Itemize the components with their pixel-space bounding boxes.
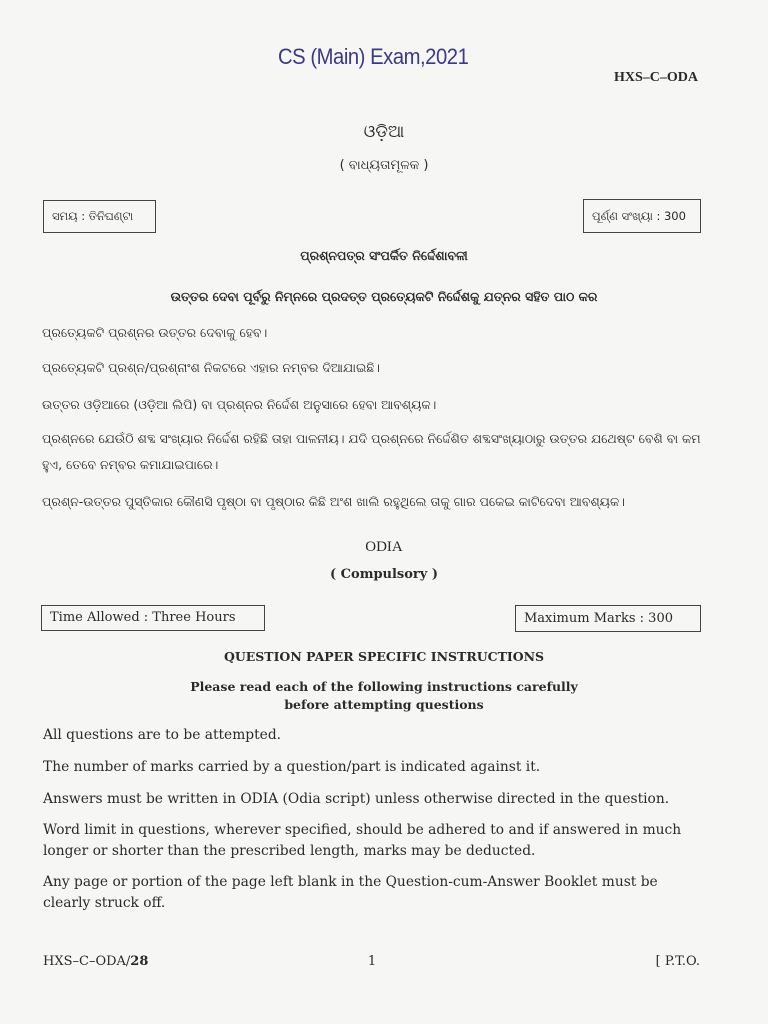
footer-pto: [ P.T.O.: [655, 954, 700, 969]
odia-language-title: ଓଡ଼ିଆ: [363, 122, 405, 142]
english-instruction-1: All questions are to be attempted.: [43, 727, 282, 743]
exam-title: CS (Main) Exam,2021: [278, 44, 469, 69]
paper-code: HXS–C–ODA: [613, 70, 698, 85]
english-marks-box: Maximum Marks : 300: [515, 605, 701, 632]
footer-page-count: 28: [130, 954, 149, 969]
english-language-title: ODIA: [365, 539, 403, 555]
odia-instruction-2: ପ୍ରତ୍ୟେକଟି ପ୍ରଶ୍ନ/ପ୍ରଶ୍ନାଂଶ ନିକଟରେ ଏହାର ନମ୍ବର ଦିଆଯାଇଛି।: [42, 360, 380, 375]
english-instructions-heading: QUESTION PAPER SPECIFIC INSTRUCTIONS: [223, 649, 545, 664]
footer-code: HXS–C–ODA/: [43, 954, 131, 969]
odia-instruction-5: ପ୍ରଶ୍ନ-ଉତ୍ତର ପୁସ୍ତିକାର କୌଣସି ପୃଷ୍ଠା ବା ପୃଷ୍ଠାର କିଛି ଅଂଶ ଖାଲି ରହୁଥିଲେ ତାକୁ ଗାର ପକେଇ କାଟିଦେବା ଆବଶ୍ୟକ।: [42, 494, 625, 509]
english-instruction-2: The number of marks carried by a question/part is indicated against it.: [43, 759, 541, 775]
subheading-line-1: Please read each of the following instructions carefully: [190, 679, 578, 694]
odia-instruction-4: ପ୍ରଶ୍ନରେ ଯେଉଁଠି ଶବ୍ଦ ସଂଖ୍ୟାର ନିର୍ଦ୍ଦେଶ ରହିଛି ତାହା ପାଳନୀୟ। ଯଦି ପ୍ରଶ୍ନରେ ନିର୍ଦ୍ଦେଶିତ ଶବ୍ଦସଂଖ୍ୟାଠାରୁ ଉତ୍ତର ଯଥେଷ୍ଟ ବେଶି ବା କମ ହୁଏ, ତେବେ ନମ୍ବର କମାଯାଇପାରେ।: [42, 431, 701, 472]
odia-time-box: ସମୟ : ତିନିଘଣ୍ଟା: [43, 200, 156, 233]
odia-instruction-1: ପ୍ରତ୍ୟେକଟି ପ୍ରଶ୍ନର ଉତ୍ତର ଦେବାକୁ ହେବ।: [42, 325, 268, 340]
english-instruction-5: Any page or portion of the page left blank in the Question-cum-Answer Booklet must be clearly struck off.: [43, 874, 658, 911]
subheading-line-2: before attempting questions: [284, 697, 484, 712]
english-instructions-subheading: [0, 678, 768, 714]
odia-compulsory-label: ( ବାଧ୍ୟତାମୂଳକ ): [339, 158, 429, 173]
footer-page-number: 1: [367, 954, 377, 969]
english-instruction-3: Answers must be written in ODIA (Odia script) unless otherwise directed in the question.: [43, 791, 670, 807]
english-compulsory-label: ( Compulsory ): [330, 567, 438, 582]
odia-marks-box: ପୂର୍ଣ୍ଣ ସଂଖ୍ୟା : 300: [583, 199, 701, 233]
odia-instructions-heading: ପ୍ରଶ୍ନପତ୍ର ସଂପର୍କିତ ନିର୍ଦ୍ଦେଶାବଳୀ: [300, 248, 468, 263]
english-instruction-4: Word limit in questions, wherever specified, should be adhered to and if answered in much longer or shorter than the prescribed length, marks may be deducted.: [43, 822, 682, 859]
odia-instructions-subheading: ଉତ୍ତର ଦେବା ପୂର୍ବରୁ ନିମ୍ନରେ ପ୍ରଦତ୍ତ ପ୍ରତ୍ୟେକଟି ନିର୍ଦ୍ଦେଶକୁ ଯତ୍ନର ସହିତ ପାଠ କର: [170, 289, 598, 304]
english-time-box: Time Allowed : Three Hours: [41, 605, 265, 631]
odia-instruction-3: ଉତ୍ତର ଓଡ଼ିଆରେ (ଓଡ଼ିଆ ଲିପି) ବା ପ୍ରଶ୍ନର ନିର୍ଦ୍ଦେଶ ଅନୁସାରେ ହେବା ଆବଶ୍ୟକ।: [42, 397, 437, 412]
